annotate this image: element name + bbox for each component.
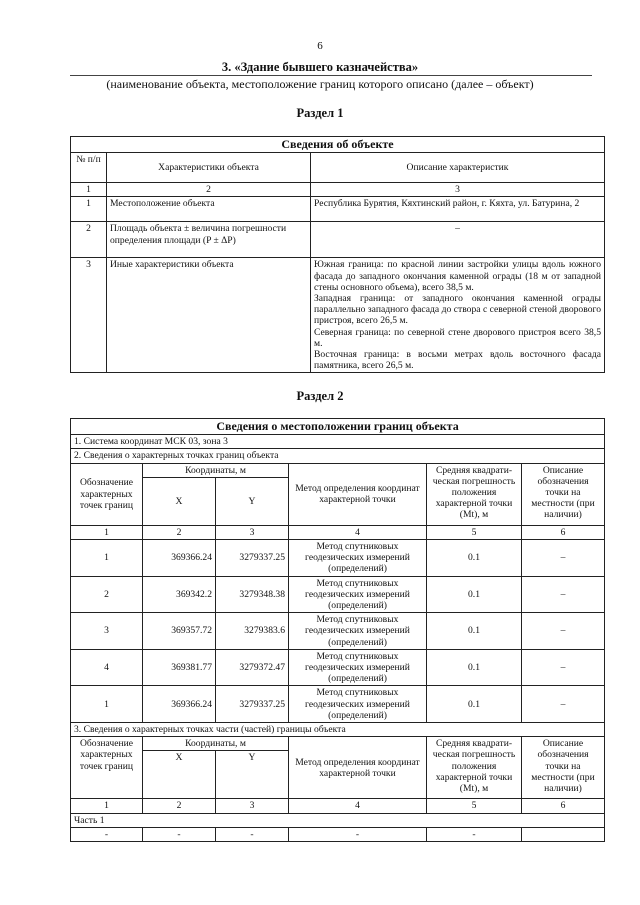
header-point: Обозначение характерных точек границ [71, 737, 143, 799]
row-name: Площадь объекта ± величина погрешности определения площади (P ± ΔP) [107, 222, 311, 258]
boundary-west: Западная граница: от западного окончания каменной ограды параллельно западного фасада до створа с северной стеной дворового пристроя, всего 26,5 м. [314, 293, 601, 327]
empty-cell: - [71, 827, 143, 841]
row-desc: – [311, 222, 605, 258]
page-number: 6 [317, 40, 323, 52]
point-x: 369366.24 [143, 540, 216, 577]
point-mt: 0.1 [427, 540, 522, 577]
boundary-north: Северная граница: по северной стене дворового пристроя всего 38,5 м. [314, 326, 601, 349]
col-number: 6 [522, 799, 605, 813]
point-method: Метод спутниковых геодезических измерений (определений) [289, 540, 427, 577]
table-row [71, 576, 605, 613]
row-num: 3 [71, 258, 107, 373]
point-id: 4 [71, 649, 143, 686]
point-x: 369357.72 [143, 613, 216, 650]
point-mt: 0.1 [427, 613, 522, 650]
point-desc: – [522, 540, 605, 577]
point-y: 3279337.25 [216, 686, 289, 723]
object-info-table [70, 136, 605, 373]
point-method: Метод спутниковых геодезических измерений (определений) [289, 576, 427, 613]
point-id: 1 [71, 686, 143, 723]
table-row [71, 258, 605, 373]
row-name: Иные характеристики объекта [107, 258, 311, 373]
col-number: 4 [289, 525, 427, 539]
point-id: 2 [71, 576, 143, 613]
header-method: Метод определения координат характерной точки [289, 737, 427, 799]
points-info-line: 2. Сведения о характерных точках границ объекта [71, 449, 605, 463]
col-number: 5 [427, 799, 522, 813]
header-error: Средняя квадрати-ческая погрешность положения характерной точки (Mt), м [427, 463, 522, 525]
point-x: 369366.24 [143, 686, 216, 723]
section1-heading: Раздел 1 [296, 106, 344, 120]
col-number: 2 [107, 183, 311, 197]
header-method: Метод определения координат характерной точки [289, 463, 427, 525]
header-coords: Координаты, м [143, 737, 289, 751]
title-underline [70, 75, 592, 76]
point-desc: – [522, 613, 605, 650]
empty-cell [522, 827, 605, 841]
point-mt: 0.1 [427, 576, 522, 613]
col-number: 1 [71, 799, 143, 813]
table-row [71, 613, 605, 650]
table-row [71, 540, 605, 577]
row-desc-boundaries [311, 258, 605, 373]
col-number: 2 [143, 799, 216, 813]
header-y: Y [216, 751, 289, 799]
col-number: 3 [311, 183, 605, 197]
part-points-line: 3. Сведения о характерных точках части (частей) границы объекта [71, 723, 605, 737]
header-point: Обозначение характерных точек границ [71, 463, 143, 525]
header-x: X [143, 477, 216, 525]
header-error: Средняя квадрати-ческая погрешность положения характерной точки (Mt), м [427, 737, 522, 799]
table-row [71, 222, 605, 258]
object-info-caption: Сведения об объекте [71, 137, 605, 153]
boundary-points-table [70, 418, 605, 842]
point-x: 369381.77 [143, 649, 216, 686]
empty-cell: - [216, 827, 289, 841]
point-method: Метод спутниковых геодезических измерений (определений) [289, 649, 427, 686]
boundary-south: Южная граница: по красной линии застройки улицы вдоль южного фасада до западного окончания каменной ограды (18 м от западной стены основного объема), всего 38,5 м. [314, 259, 601, 293]
boundary-east: Восточная граница: в восьми метрах вдоль восточного фасада памятника, всего 26,5 м. [314, 349, 601, 372]
point-y: 3279372.47 [216, 649, 289, 686]
table-row [71, 649, 605, 686]
point-id: 1 [71, 540, 143, 577]
point-mt: 0.1 [427, 649, 522, 686]
row-num: 1 [71, 197, 107, 222]
table-row [71, 197, 605, 222]
header-point-desc: Описание обозначения точки на местности (при наличии) [522, 463, 605, 525]
col-number: 3 [216, 525, 289, 539]
point-x: 369342.2 [143, 576, 216, 613]
col-number: 6 [522, 525, 605, 539]
row-desc: Республика Бурятия, Кяхтинский район, г. Кяхта, ул. Батурина, 2 [311, 197, 605, 222]
header-coords: Координаты, м [143, 463, 289, 477]
point-method: Метод спутниковых геодезических измерений (определений) [289, 686, 427, 723]
boundary-caption: Сведения о местоположении границ объекта [71, 419, 605, 435]
header-y: Y [216, 477, 289, 525]
header-characteristics: Характеристики объекта [107, 153, 311, 183]
col-number: 2 [143, 525, 216, 539]
row-name: Местоположение объекта [107, 197, 311, 222]
empty-cell: - [143, 827, 216, 841]
col-number: 3 [216, 799, 289, 813]
point-desc: – [522, 649, 605, 686]
part-label: Часть 1 [71, 813, 605, 827]
table-row [71, 686, 605, 723]
col-number: 5 [427, 525, 522, 539]
point-id: 3 [71, 613, 143, 650]
table-row [71, 827, 605, 841]
empty-cell: - [289, 827, 427, 841]
document-subtitle: (наименование объекта, местоположение границ которого описано (далее – объект) [106, 77, 534, 91]
document-title: 3. «Здание бывшего казначейства» [221, 60, 419, 74]
row-num: 2 [71, 222, 107, 258]
section2-heading: Раздел 2 [296, 389, 344, 403]
header-point-desc: Описание обозначения точки на местности (при наличии) [522, 737, 605, 799]
coord-system-line: 1. Система координат МСК 03, зона 3 [71, 435, 605, 449]
point-method: Метод спутниковых геодезических измерений (определений) [289, 613, 427, 650]
empty-cell: - [427, 827, 522, 841]
point-y: 3279383.6 [216, 613, 289, 650]
col-number: 4 [289, 799, 427, 813]
col-number: 1 [71, 525, 143, 539]
header-num: № п/п [71, 153, 107, 183]
point-y: 3279337.25 [216, 540, 289, 577]
point-mt: 0.1 [427, 686, 522, 723]
header-x: X [143, 751, 216, 799]
header-description: Описание характеристик [311, 153, 605, 183]
col-number: 1 [71, 183, 107, 197]
point-desc: – [522, 686, 605, 723]
point-y: 3279348.38 [216, 576, 289, 613]
point-desc: – [522, 576, 605, 613]
